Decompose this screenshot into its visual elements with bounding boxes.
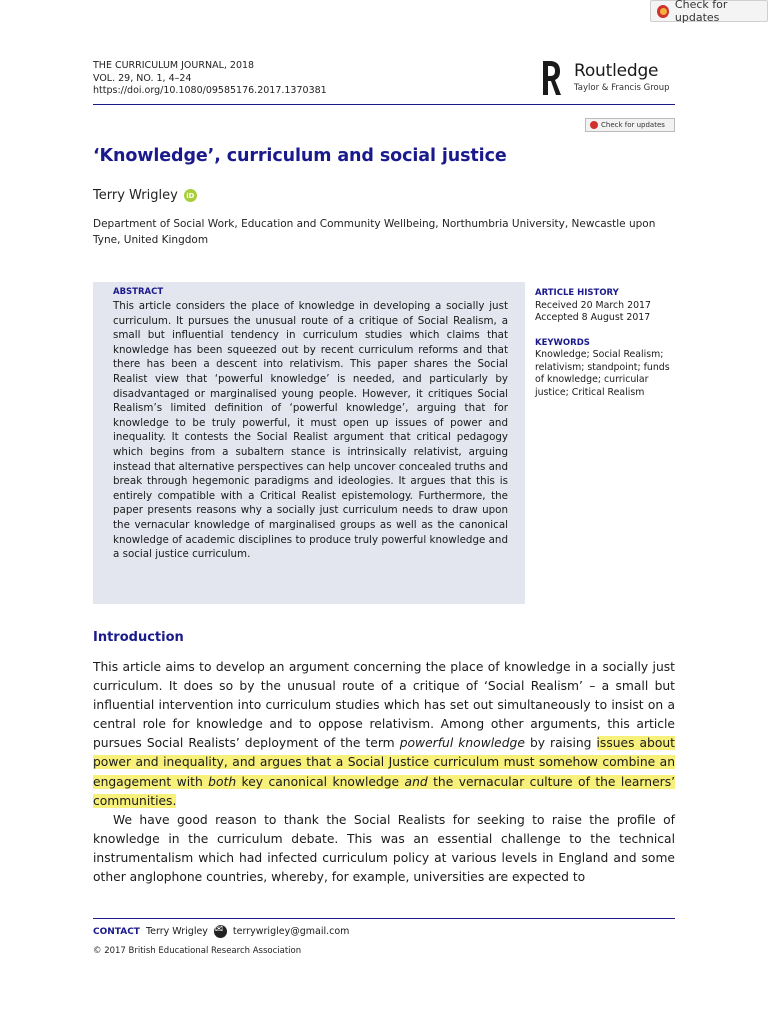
author-name[interactable]: Terry Wrigley <box>93 188 178 203</box>
abstract-text: This article considers the place of knowledge in developing a socially just curriculum. It pursues the unusual route of a critique of Social Realism, a small but influential tendency in curriculum studies which claims that knowledge has been squeezed out by recent curriculum reforms and that there has been a descent into relativism. This paper shares the Social Realist view that ‘powerful knowledge’ is needed, and particularly by disadvantaged or marginalised young people. However, it critiques Social Realism’s limited definition of ‘powerful knowledge’, arguing that for knowledge to be truly powerful, it must open up issues of power and inequality. It contests the Social Realist argument that critical pedagogy which begins from a subaltern stance is intrinsically relativist, arguing instead that alternative perspectives can help uncover concealed truths and break through hegemonic paradigms and ideologies. It argues that this is entirely compatible with a Critical Realist epistemology. Furthermore, the paper presents reasons why a socially just curriculum needs to draw upon the vernacular knowledge of marginalised groups as well as the canonical knowledge of academic disciplines to produce truly powerful knowledge and a social justice curriculum. <box>113 300 508 561</box>
copyright-notice: © 2017 British Educational Research Association <box>93 946 302 956</box>
abstract-heading: ABSTRACT <box>113 287 164 297</box>
accepted-date: Accepted 8 August 2017 <box>535 312 651 323</box>
check-for-updates-badge-label: Check for updates <box>601 121 665 129</box>
crossmark-icon <box>590 121 598 129</box>
check-for-updates-badge[interactable] <box>585 118 675 132</box>
author-affiliation: Department of Social Work, Education and Community Wellbeing, Northumbria University, Newcastle upon Tyne, United Kingdom <box>93 218 656 246</box>
contact-name: Terry Wrigley <box>145 926 208 937</box>
keywords-heading: KEYWORDS <box>535 337 590 348</box>
check-for-updates-label: Check for updates <box>674 0 728 24</box>
author-line <box>93 188 197 203</box>
publisher-subtitle: Taylor & Francis Group <box>574 83 670 93</box>
check-for-updates-button[interactable] <box>650 0 768 22</box>
article-sidebar <box>535 287 675 399</box>
keywords-list: Knowledge; Social Realism; relativism; standpoint; funds of knowledge; curricular justice; Critical Realism <box>535 349 670 398</box>
article-history-heading: ARTICLE HISTORY <box>535 288 619 298</box>
journal-volume: VOL. 29, NO. 1, 4–24 <box>93 72 192 84</box>
contact-label: CONTACT <box>93 926 140 937</box>
paragraph: We have good reason to thank the Social Realists for seeking to raise the profile of knowledge in the curriculum debate. This was an essential challenge to the technical instrumentalism which had infected curriculum policy at various levels in England and some other anglophone countries, whereby, for example, universities are expected to <box>93 812 675 885</box>
body-text <box>93 658 675 887</box>
footer-rule <box>93 918 675 919</box>
paragraph: This article aims to develop an argument concerning the place of knowledge in a socially just curriculum. It does so by the unusual route of a critique of ‘Social Realism’ – a small but influential intervention into curriculum studies which has set out simultaneously to insist on a central role for knowledge and to oppose relativism. Among other arguments, this article pursues Social Realists’ deployment of the term powerful knowledge by raising issues about power and inequality, and argues that a Social Justice curriculum must somehow combine an engagement with both key canonical knowledge and the vernacular culture of the learners’ communities. <box>93 660 676 808</box>
orcid-icon[interactable]: iD <box>184 189 197 202</box>
routledge-r-icon <box>540 59 562 97</box>
crossmark-icon <box>657 5 669 18</box>
article-title: ‘Knowledge’, curriculum and social justice <box>93 146 507 166</box>
doi-link[interactable]: https://doi.org/10.1080/09585176.2017.1370381 <box>93 85 327 96</box>
journal-title: THE CURRICULUM JOURNAL, 2018 <box>93 60 255 71</box>
section-heading-introduction: Introduction <box>93 630 184 645</box>
header-rule <box>93 104 675 105</box>
journal-info <box>93 60 327 98</box>
contact-email[interactable]: terrywrigley@gmail.com <box>232 926 350 937</box>
received-date: Received 20 March 2017 <box>535 299 651 311</box>
publisher-logo <box>540 57 680 99</box>
publisher-name: Routledge <box>574 61 659 81</box>
email-icon <box>214 925 227 938</box>
contact-line <box>93 925 349 938</box>
highlighted-text[interactable]: issues about power and inequality, and argues that a Social Justice curriculum must somehow combine an engagement with both key canonical knowledge and the vernacular culture of the learners’ communities. <box>93 736 676 808</box>
